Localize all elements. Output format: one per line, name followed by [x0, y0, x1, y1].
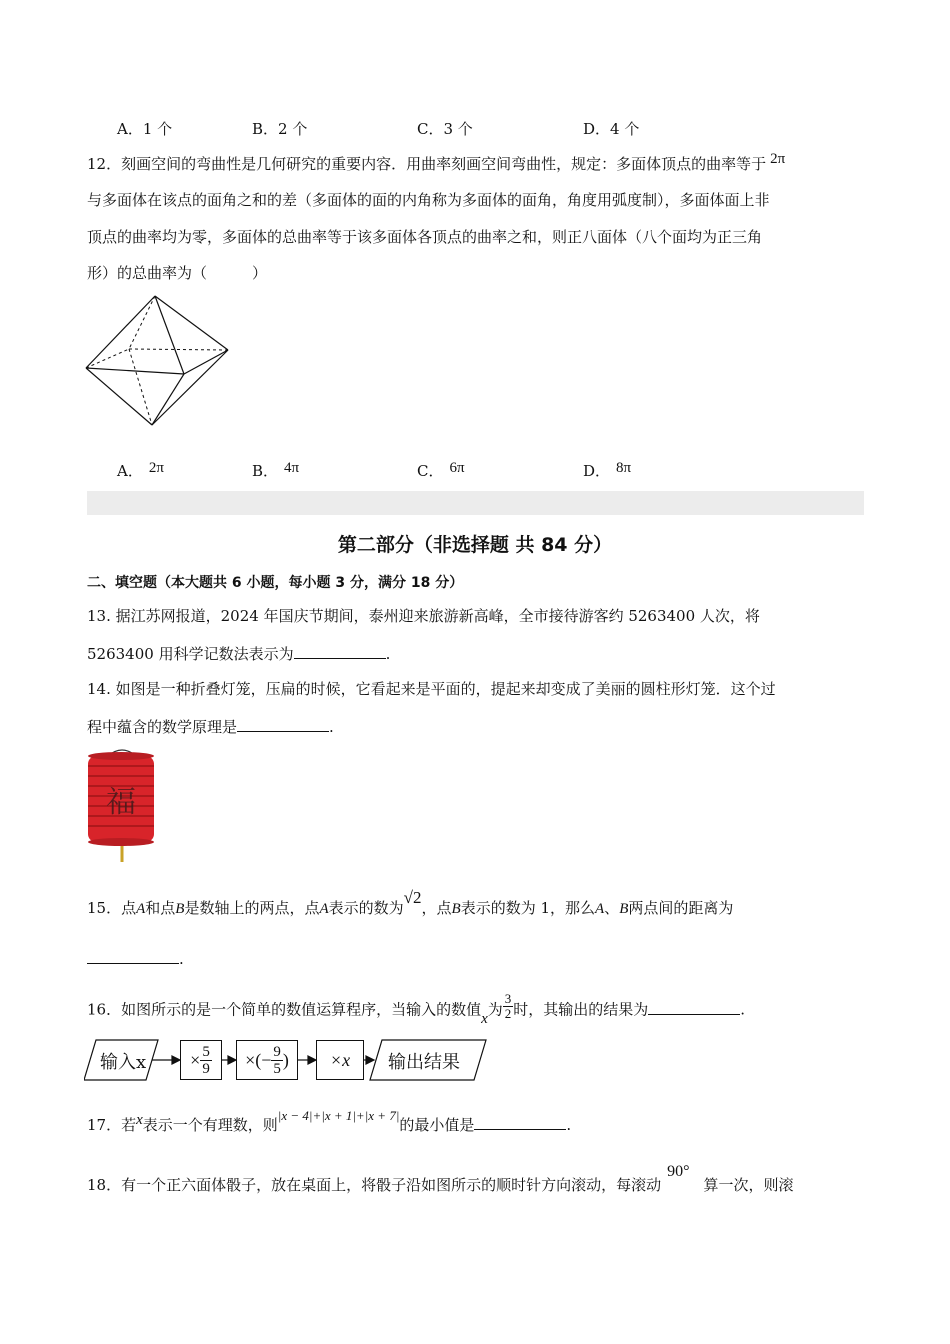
answer-blank[interactable] — [648, 999, 740, 1015]
lantern-image — [86, 746, 158, 864]
edge — [86, 296, 155, 368]
q11-option-d: D．4 个 — [583, 120, 640, 138]
q12-line2: 与多面体在该点的面角之和的差（多面体的面的内角称为多面体的面角，角度用弧度制），多面体面上非 — [87, 191, 770, 209]
edge — [155, 296, 228, 350]
q12-line4: 形）的总曲率为（ ） — [87, 264, 268, 282]
flow-multiply-neg-9-5: ×(− $\frac{9}{5}$ ) — [236, 1040, 298, 1080]
q18-line: 18．有一个正六面体骰子，放在桌面上，将骰子沿如图所示的顺时针方向滚动，每滚动90°算一次，则滚 — [87, 1163, 794, 1194]
answer-blank[interactable] — [474, 1114, 566, 1130]
section-heading: 二、填空题（本大题共 6 小题，每小题 3 分，满分 18 分） — [87, 575, 464, 591]
edge — [152, 374, 184, 425]
q15-line2: . — [87, 948, 184, 969]
q13-line2: 5263400 用科学记数法表示为 . — [87, 645, 391, 663]
part2-title: 第二部分（非选择题 共 84 分） — [337, 534, 613, 556]
flow-input-label: 输入x — [100, 1052, 147, 1073]
q12-option-b: B． 4π — [252, 460, 300, 480]
q12-option-a: A． 2π — [117, 460, 164, 480]
hidden-edge — [129, 296, 155, 349]
q12-option-d: D． 8π — [583, 460, 632, 480]
flow-multiply-x: ×x — [316, 1040, 364, 1080]
answer-blank[interactable] — [294, 643, 386, 659]
q17-line: 17．若x表示一个有理数，则|x − 4|+|x + 1|+|x + 7|的最小值是 . — [87, 1108, 572, 1134]
flow-output-label: 输出结果 — [388, 1052, 460, 1073]
lantern-character: 福 — [106, 785, 136, 820]
q14-line1: 14. 如图是一种折叠灯笼，压扁的时候，它看起来是平面的，提起来却变成了美丽的圆柱形灯笼．这个过 — [87, 680, 776, 698]
q11-option-a: A．1 个 — [117, 120, 173, 138]
q14-line2: 程中蕴含的数学原理是 . — [87, 718, 334, 736]
q11-option-b: B．2 个 — [252, 120, 308, 138]
q13-line1: 13. 据江苏网报道，2024 年国庆节期间，泰州迎来旅游新高峰，全市接待游客约 5263400 人次，将 — [87, 607, 760, 625]
edge — [155, 296, 184, 374]
q11-option-c: C．3 个 — [417, 120, 473, 138]
hidden-edge — [129, 349, 228, 350]
octahedron-figure — [82, 292, 234, 430]
q12-option-c: C． 6π — [417, 460, 465, 480]
q16-line: 16．如图所示的是一个简单的数值运算程序，当输入的数值x为 $\frac{3}{2}$ 时，其输出的结果为 . — [87, 991, 746, 1027]
edge — [152, 350, 228, 425]
hidden-edge — [86, 349, 129, 368]
q12-line1: 12．刻画空间的弯曲性是几何研究的重要内容．用曲率刻画空间弯曲性，规定：多面体顶点的曲率等于 2π — [87, 151, 786, 173]
q12-line3: 顶点的曲率均为零，多面体的总曲率等于该多面体各顶点的曲率之和，则正八面体（八个面均为正三角 — [87, 228, 763, 246]
edge — [184, 350, 228, 374]
hidden-edge — [129, 349, 152, 425]
answer-blank[interactable] — [237, 716, 329, 732]
section-divider — [87, 491, 864, 515]
answer-blank[interactable] — [87, 948, 179, 964]
q15-line1: 15．点A和点B是数轴上的两点，点A表示的数为√2，点B表示的数为 1，那么A、B两点间的距离为 — [87, 888, 734, 917]
edge — [86, 368, 152, 425]
flow-multiply-5-9: × $\frac{5}{9}$ — [180, 1040, 222, 1080]
